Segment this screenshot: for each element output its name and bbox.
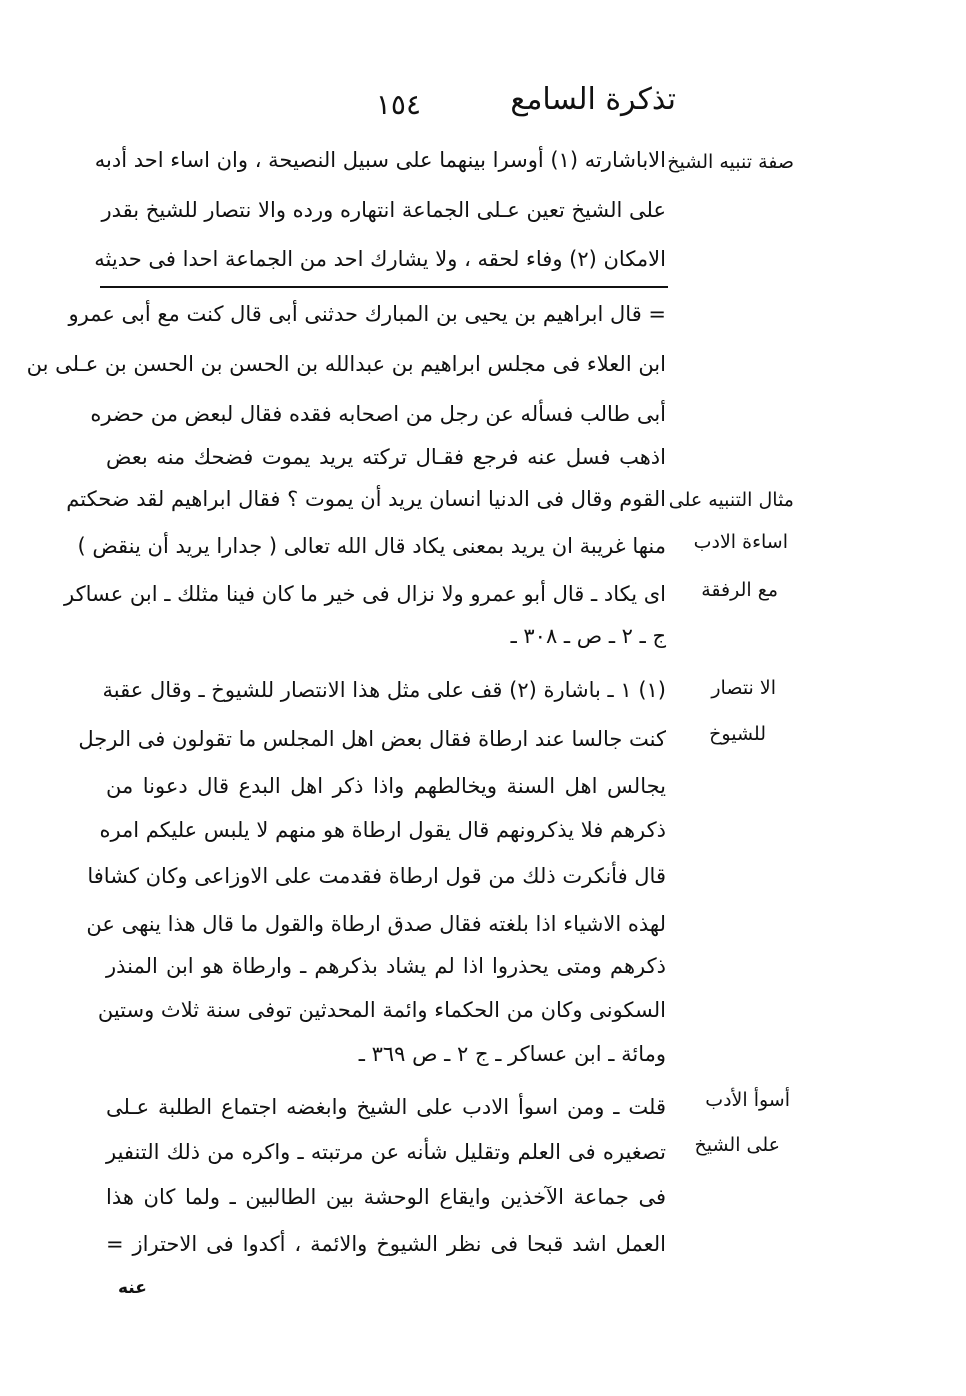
- margin-note: اساءة الادب: [693, 531, 788, 553]
- footnote-line: يجالس اهل السنة ويخالطهم واذا ذكر اهل البدع قال دعونا من: [106, 774, 666, 798]
- footnote-line: تصغيره فى العلم وتقليل شأنه عن مرتبته ـ واكره من ذلك التنفير: [106, 1140, 666, 1164]
- margin-note: مع الرفقة: [701, 579, 778, 601]
- footnote-line: ومائة ـ ابن عساكر ـ ج ٢ ـ ص ٣٦٩ ـ: [358, 1042, 666, 1066]
- footnote-line: القوم وقال فى الدنيا انسان يريد أن يموت ؟ فقال ابراهيم لقد ضحكتم: [66, 487, 666, 511]
- page-number: ١٥٤: [375, 88, 421, 121]
- footnote-line: قلت ـ ومن اسوأ الادب على الشيخ وابغضه اجتماع الطلبة عـلى: [106, 1095, 666, 1119]
- footnote-line: السكونى وكان من الحكماء وائمة المحدثين توفى سنة ثلاث وستين: [97, 998, 666, 1022]
- footnote-line: ذكرهم ومتى يحذروا اذا لم يشاد بذكرهم ـ وارطاة هو ابن المنذر: [106, 954, 666, 978]
- footnote-line: قال فأنكرت ذلك من قول ارطاة فقدمت على الاوزاعى وكان كشافا: [87, 864, 666, 888]
- footnote-line: كنت جالسا عند ارطاة فقال بعض اهل المجلس ما تقولون فى الرجل: [78, 727, 666, 751]
- main-text-line: على الشيخ تعين عـلى الجماعة انتهاره ورده والا نتصار للشيخ بقدر: [101, 198, 666, 222]
- footnote-line: منها غريبة ان يريد بمعنى يكاد قال الله تعالى ( جدارا يريد أن ينقض ): [77, 534, 666, 558]
- margin-note: صفة تنبيه الشيخ: [667, 151, 794, 173]
- margin-note: أسوأ الأدب: [705, 1089, 790, 1111]
- margin-note: مثال التنبيه على: [668, 489, 794, 511]
- footnote-line: ذكرهم فلا يذكرونهم قال يقول ارطاة هو منهم لا يلبس عليكم امره: [99, 818, 666, 842]
- separator-rule: [100, 286, 668, 288]
- footnote-line: ج ـ ٢ ـ ص ـ ٣٠٨ ـ: [510, 624, 666, 648]
- footnote-line: العمل اشد قبحا فى نظر الشيوخ والائمة ، أكدوا فى الاحتراز =: [106, 1232, 666, 1256]
- footnote-line: (١) ١ ـ باشارة (٢) قف على مثل هذا الانتصار للشيوخ ـ وقال عقبة: [102, 678, 666, 702]
- footnote-line: فى جماعة الآخذين وايقاع الوحشة بين الطالبين ـ ولما كان هذا: [106, 1185, 666, 1209]
- footnote-line: اذهب فسل عنه فرجع فقـال تركته يريد يموت فضحك منه بعض: [106, 445, 666, 469]
- footnote-line: = قال ابراهيم بن يحيى بن المبارك حدثنى أبى قال كنت مع أبى عمرو: [68, 302, 666, 326]
- footnote-line: أبى طالب فسأله عن رجل من اصحابه فقده فقال لبعض من حضره: [90, 402, 666, 426]
- catchword: عنه: [118, 1278, 147, 1298]
- main-text-line: الامكان (٢) وفاء لحقه ، ولا يشارك احد من الجماعة احدا فى حديثه: [94, 247, 666, 271]
- main-text-line: الاباشارته (١) أوسرا بينهما على سبيل النصيحة ، وان اساء احد أدبه: [94, 148, 666, 172]
- footnote-line: لهذه الاشياء اذا بلغته فقال صدق ارطاة والقول ما قال هذا ينهى عن: [86, 912, 666, 936]
- margin-note: للشيوخ: [709, 723, 766, 745]
- footnote-line: ابن العلاء فى مجلس ابراهيم بن عبدالله بن الحسن بن الحسن بن عـلى بن: [26, 352, 666, 376]
- margin-note: على الشيخ: [694, 1134, 780, 1156]
- footnote-line: اى يكاد ـ قال أبو عمرو ولا نزال فى خير ما كان فينا مثلك ـ ابن عساكر: [63, 582, 666, 606]
- margin-note: الا نتصار: [711, 677, 776, 699]
- running-title: تذكرة السامع: [510, 82, 676, 117]
